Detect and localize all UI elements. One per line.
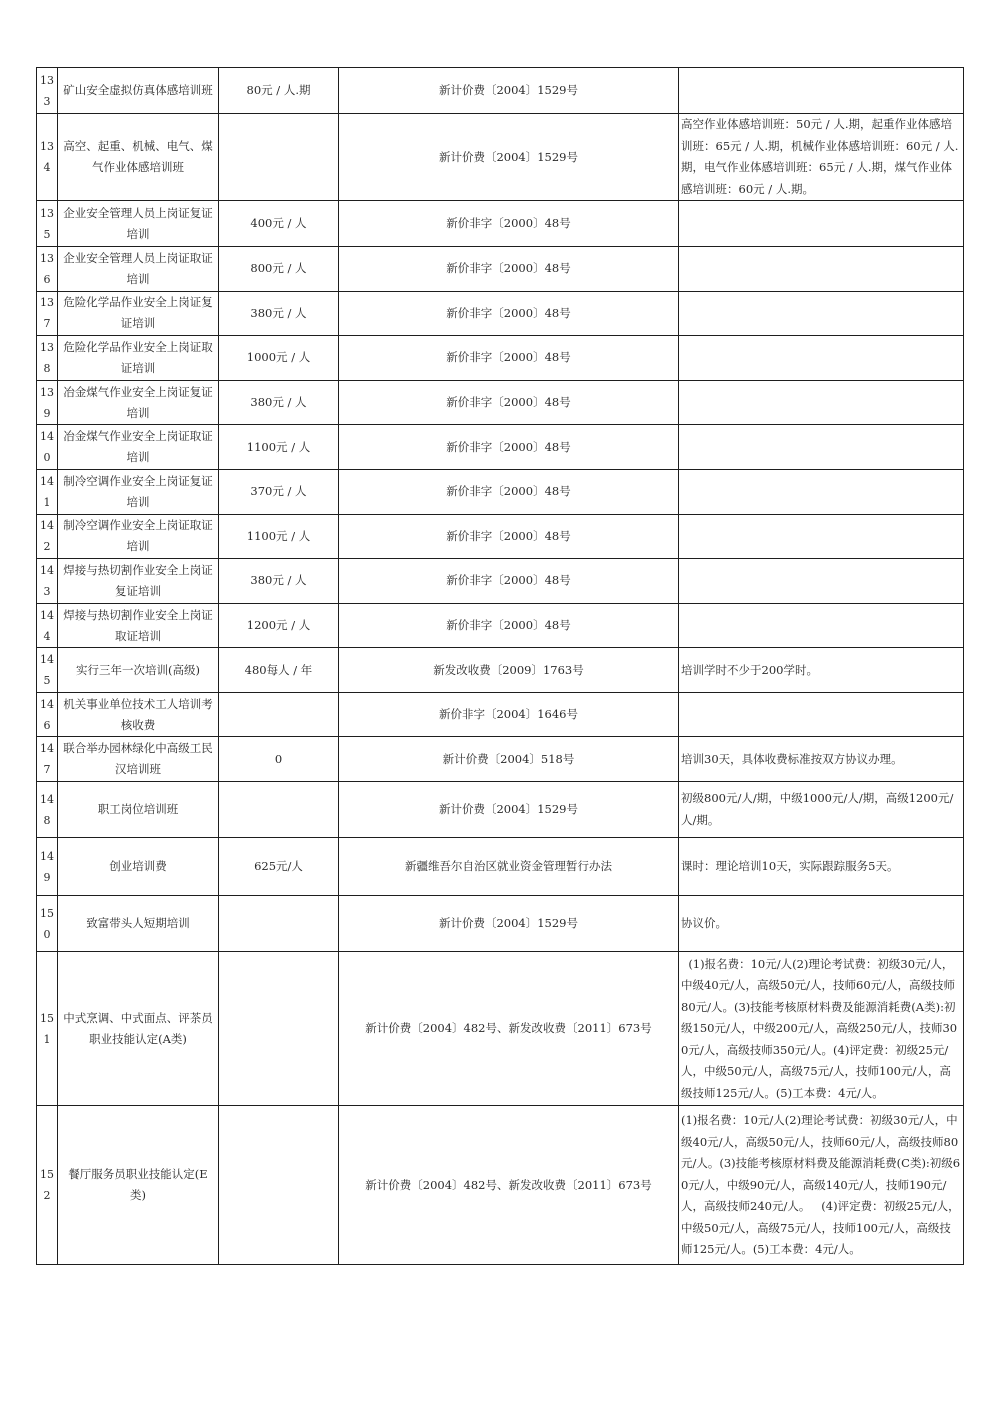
item-note [679, 469, 964, 514]
item-note: 课时：理论培训10天，实际跟踪服务5天。 [679, 838, 964, 896]
row-number: 135 [37, 201, 58, 247]
item-name: 冶金煤气作业安全上岗证取证培训 [58, 425, 219, 470]
item-basis: 新价非字〔2000〕48号 [339, 336, 679, 381]
item-price [219, 693, 339, 737]
item-note: (1)报名费：10元/人(2)理论考试费：初级30元/人，中级40元/人，高级50元/人，技师60元/人，高级技师80元/人。(3)技能考核原材料费及能源消耗费(C类):初级60元/人，中级90元/人，高级140元/人，技师190元/人，高级技师240元/人。 (4)评定费：初级25元/人，中级50元/人，高级75元/人，技师100元/人，高级技师125元/人。(5)工本费：4元/人。 [679, 1106, 964, 1265]
item-note [679, 201, 964, 247]
table-row [37, 693, 964, 737]
item-note [679, 247, 964, 292]
item-basis: 新计价费〔2004〕1529号 [339, 896, 679, 952]
table-row [37, 68, 964, 114]
item-name: 制冷空调作业安全上岗证取证培训 [58, 514, 219, 559]
item-price [219, 782, 339, 838]
row-number: 143 [37, 559, 58, 604]
item-basis: 新价非字〔2000〕48号 [339, 559, 679, 604]
item-name: 机关事业单位技术工人培训考核收费 [58, 693, 219, 737]
row-number: 146 [37, 693, 58, 737]
row-number: 149 [37, 838, 58, 896]
item-note [679, 693, 964, 737]
item-name: 焊接与热切割作业安全上岗证复证培训 [58, 559, 219, 604]
table-row [37, 514, 964, 559]
item-note [679, 603, 964, 648]
item-name: 制冷空调作业安全上岗证复证培训 [58, 469, 219, 514]
row-number: 142 [37, 514, 58, 559]
item-note [679, 559, 964, 604]
item-basis: 新计价费〔2004〕482号、新发改收费〔2011〕673号 [339, 952, 679, 1106]
item-note [679, 68, 964, 114]
item-basis: 新价非字〔2000〕48号 [339, 514, 679, 559]
row-number: 133 [37, 68, 58, 114]
item-name: 餐厅服务员职业技能认定(E类) [58, 1106, 219, 1265]
item-basis: 新计价费〔2004〕1529号 [339, 782, 679, 838]
item-price: 800元 / 人 [219, 247, 339, 292]
table-row [37, 247, 964, 292]
item-price: 0 [219, 737, 339, 782]
row-number: 136 [37, 247, 58, 292]
item-note [679, 336, 964, 381]
item-basis: 新价非字〔2000〕48号 [339, 469, 679, 514]
table-row [37, 782, 964, 838]
item-basis: 新计价费〔2004〕1529号 [339, 114, 679, 201]
table-row [37, 896, 964, 952]
item-basis: 新价非字〔2000〕48号 [339, 380, 679, 425]
item-note [679, 380, 964, 425]
row-number: 138 [37, 336, 58, 381]
item-basis: 新价非字〔2004〕1646号 [339, 693, 679, 737]
item-price [219, 1106, 339, 1265]
item-price: 380元 / 人 [219, 380, 339, 425]
row-number: 141 [37, 469, 58, 514]
item-name: 危险化学品作业安全上岗证取证培训 [58, 336, 219, 381]
table-row [37, 737, 964, 782]
item-note [679, 291, 964, 336]
item-name: 焊接与热切割作业安全上岗证取证培训 [58, 603, 219, 648]
item-price: 370元 / 人 [219, 469, 339, 514]
table-row [37, 559, 964, 604]
fee-standard-table [36, 67, 964, 1265]
row-number: 144 [37, 603, 58, 648]
item-price: 380元 / 人 [219, 559, 339, 604]
item-price: 1200元 / 人 [219, 603, 339, 648]
row-number: 134 [37, 114, 58, 201]
item-basis: 新价非字〔2000〕48号 [339, 201, 679, 247]
item-basis: 新疆维吾尔自治区就业资金管理暂行办法 [339, 838, 679, 896]
item-name: 联合举办园林绿化中高级工民汉培训班 [58, 737, 219, 782]
table-row [37, 648, 964, 693]
row-number: 139 [37, 380, 58, 425]
item-basis: 新计价费〔2004〕518号 [339, 737, 679, 782]
table-row [37, 838, 964, 896]
item-name: 矿山安全虚拟仿真体感培训班 [58, 68, 219, 114]
item-price [219, 952, 339, 1106]
table-row [37, 380, 964, 425]
item-price [219, 896, 339, 952]
item-basis: 新价非字〔2000〕48号 [339, 247, 679, 292]
item-price: 1100元 / 人 [219, 514, 339, 559]
item-name: 中式烹调、中式面点、评茶员职业技能认定(A类) [58, 952, 219, 1106]
item-note: 初级800元/人/期，中级1000元/人/期，高级1200元/人/期。 [679, 782, 964, 838]
item-basis: 新计价费〔2004〕482号、新发改收费〔2011〕673号 [339, 1106, 679, 1265]
item-name: 职工岗位培训班 [58, 782, 219, 838]
row-number: 137 [37, 291, 58, 336]
table-row [37, 201, 964, 247]
fee-table-body [37, 68, 964, 1265]
item-note: 培训学时不少于200学时。 [679, 648, 964, 693]
item-note: 高空作业体感培训班：50元 / 人.期，起重作业体感培训班：65元 / 人.期，机械作业体感培训班：60元 / 人.期，电气作业体感培训班：65元 / 人.期，煤气作业体感培训班：60元 / 人.期。 [679, 114, 964, 201]
item-name: 企业安全管理人员上岗证取证培训 [58, 247, 219, 292]
item-note: (1)报名费：10元/人(2)理论考试费：初级30元/人，中级40元/人，高级50元/人，技师60元/人，高级技师80元/人。(3)技能考核原材料费及能源消耗费(A类):初级150元/人，中级200元/人，高级250元/人，技师300元/人，高级技师350元/人。(4)评定费：初级25元/人，中级50元/人，高级75元/人，技师100元/人，高级技师125元/人。(5)工本费：4元/人。 [679, 952, 964, 1106]
row-number: 145 [37, 648, 58, 693]
item-price: 480每人 / 年 [219, 648, 339, 693]
item-price [219, 114, 339, 201]
table-row [37, 425, 964, 470]
row-number: 151 [37, 952, 58, 1106]
table-row [37, 114, 964, 201]
table-row [37, 952, 964, 1106]
row-number: 152 [37, 1106, 58, 1265]
row-number: 140 [37, 425, 58, 470]
item-name: 实行三年一次培训(高级) [58, 648, 219, 693]
item-name: 创业培训费 [58, 838, 219, 896]
item-name: 危险化学品作业安全上岗证复证培训 [58, 291, 219, 336]
item-basis: 新价非字〔2000〕48号 [339, 291, 679, 336]
item-name: 致富带头人短期培训 [58, 896, 219, 952]
row-number: 150 [37, 896, 58, 952]
row-number: 148 [37, 782, 58, 838]
item-note [679, 514, 964, 559]
table-row [37, 336, 964, 381]
item-basis: 新价非字〔2000〕48号 [339, 603, 679, 648]
table-row [37, 603, 964, 648]
item-price: 1000元 / 人 [219, 336, 339, 381]
item-name: 高空、起重、机械、电气、煤气作业体感培训班 [58, 114, 219, 201]
item-name: 企业安全管理人员上岗证复证培训 [58, 201, 219, 247]
item-note [679, 425, 964, 470]
table-row [37, 469, 964, 514]
item-basis: 新发改收费〔2009〕1763号 [339, 648, 679, 693]
item-price: 400元 / 人 [219, 201, 339, 247]
item-price: 80元 / 人.期 [219, 68, 339, 114]
item-basis: 新计价费〔2004〕1529号 [339, 68, 679, 114]
item-note: 协议价。 [679, 896, 964, 952]
item-note: 培训30天，具体收费标准按双方协议办理。 [679, 737, 964, 782]
item-name: 冶金煤气作业安全上岗证复证培训 [58, 380, 219, 425]
row-number: 147 [37, 737, 58, 782]
table-row [37, 291, 964, 336]
item-basis: 新价非字〔2000〕48号 [339, 425, 679, 470]
table-row [37, 1106, 964, 1265]
item-price: 1100元 / 人 [219, 425, 339, 470]
item-price: 625元/人 [219, 838, 339, 896]
item-price: 380元 / 人 [219, 291, 339, 336]
